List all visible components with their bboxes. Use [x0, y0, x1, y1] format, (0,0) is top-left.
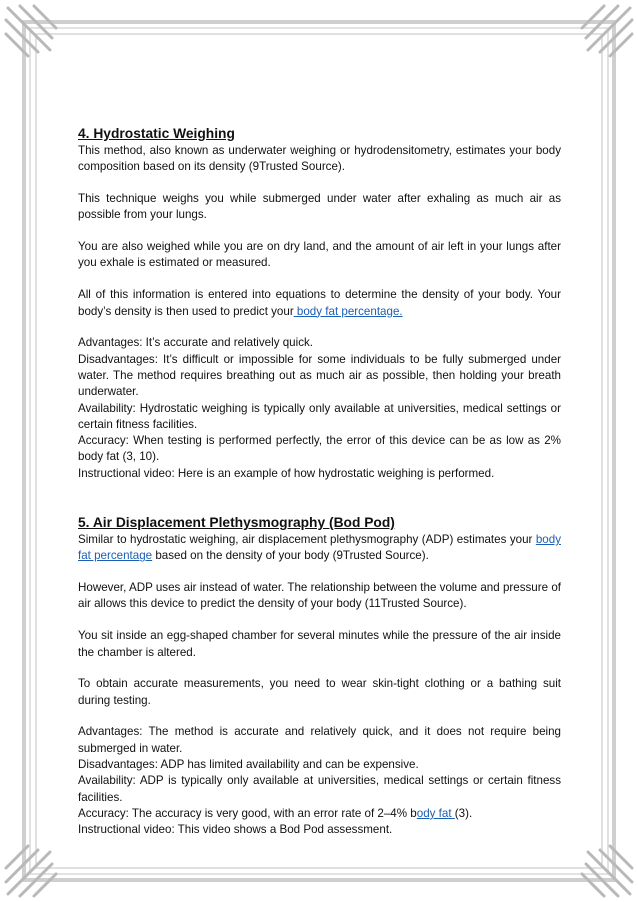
section-5-instructional-video: Instructional video: This video shows a Bod Pod assessment. — [78, 823, 393, 837]
section-5-paragraph-1-text: Similar to hydrostatic weighing, air displacement plethysmography (ADP) estimates your — [78, 533, 533, 547]
section-5-accuracy-tail: (3). — [454, 806, 473, 820]
section-5-accuracy — [78, 806, 561, 822]
body-fat-percentage-link[interactable]: body fat percentage. — [293, 304, 403, 318]
section-5-disadvantages: Disadvantages: ADP has limited availability and can be expensive. — [78, 758, 419, 772]
document-body — [78, 124, 561, 839]
section-5-heading: 5. Air Displacement Plethysmography (Bod Pod) — [78, 515, 395, 531]
section-4-paragraph-4 — [78, 287, 561, 320]
section-4-paragraph-3: You are also weighed while you are on dry land, and the amount of air left in your lungs after you exhale is estimated or measured. — [78, 240, 561, 270]
section-4-accuracy: Accuracy: When testing is performed perfectly, the error of this device can be as low as 2% body fat (3, 10). — [78, 434, 561, 464]
section-4-disadvantages: Disadvantages: It’s difficult or impossible for some individuals to be fully submerged under water. The method requires breathing out as much air as possible, then holding your breath underwater. — [78, 352, 561, 399]
section-5-advantages: Advantages: The method is accurate and relatively quick, and it does not require being submerged in water. — [78, 725, 561, 755]
body-fat-percentage-link-2[interactable]: body fat percentage — [78, 533, 561, 563]
section-5-paragraph-2: However, ADP uses air instead of water. The relationship between the volume and pressure of air allows this device to predict the density of your body (11Trusted Source). — [78, 581, 561, 611]
section-4-instructional-video: Instructional video: Here is an example of how hydrostatic weighing is performed. — [78, 466, 495, 480]
section-4-availability: Availability: Hydrostatic weighing is typically only available at universities, medical settings or certain fitness facilities. — [78, 401, 561, 431]
section-4-paragraph-4-text: All of this information is entered into equations to determine the density of your body. Your body’s density is then used to predict your — [78, 288, 561, 318]
section-5-paragraph-1 — [78, 532, 561, 565]
section-5-availability: Availability: ADP is typically only available at universities, medical settings or certain fitness facilities. — [78, 774, 561, 804]
section-4-heading: 4. Hydrostatic Weighing — [78, 126, 235, 141]
section-4-paragraph-2: This technique weighs you while submerged under water after exhaling as much air as possible from your lungs. — [78, 192, 561, 222]
section-4-paragraph-1: This method, also known as underwater weighing or hydrodensitometry, estimates your body composition based on its density (9Trusted Source). — [78, 144, 561, 174]
section-5-accuracy-text: Accuracy: The accuracy is very good, with an error rate of 2–4% b — [78, 806, 417, 820]
body-fat-link[interactable]: ody fat — [416, 806, 455, 820]
section-5-paragraph-3: You sit inside an egg-shaped chamber for several minutes while the pressure of the air inside the chamber is altered. — [78, 629, 561, 659]
section-5-paragraph-1-tail: based on the density of your body (9Trusted Source). — [152, 549, 429, 563]
section-5-paragraph-4: To obtain accurate measurements, you need to wear skin-tight clothing or a bathing suit during testing. — [78, 677, 561, 707]
section-4-advantages: Advantages: It’s accurate and relatively quick. — [78, 336, 314, 350]
